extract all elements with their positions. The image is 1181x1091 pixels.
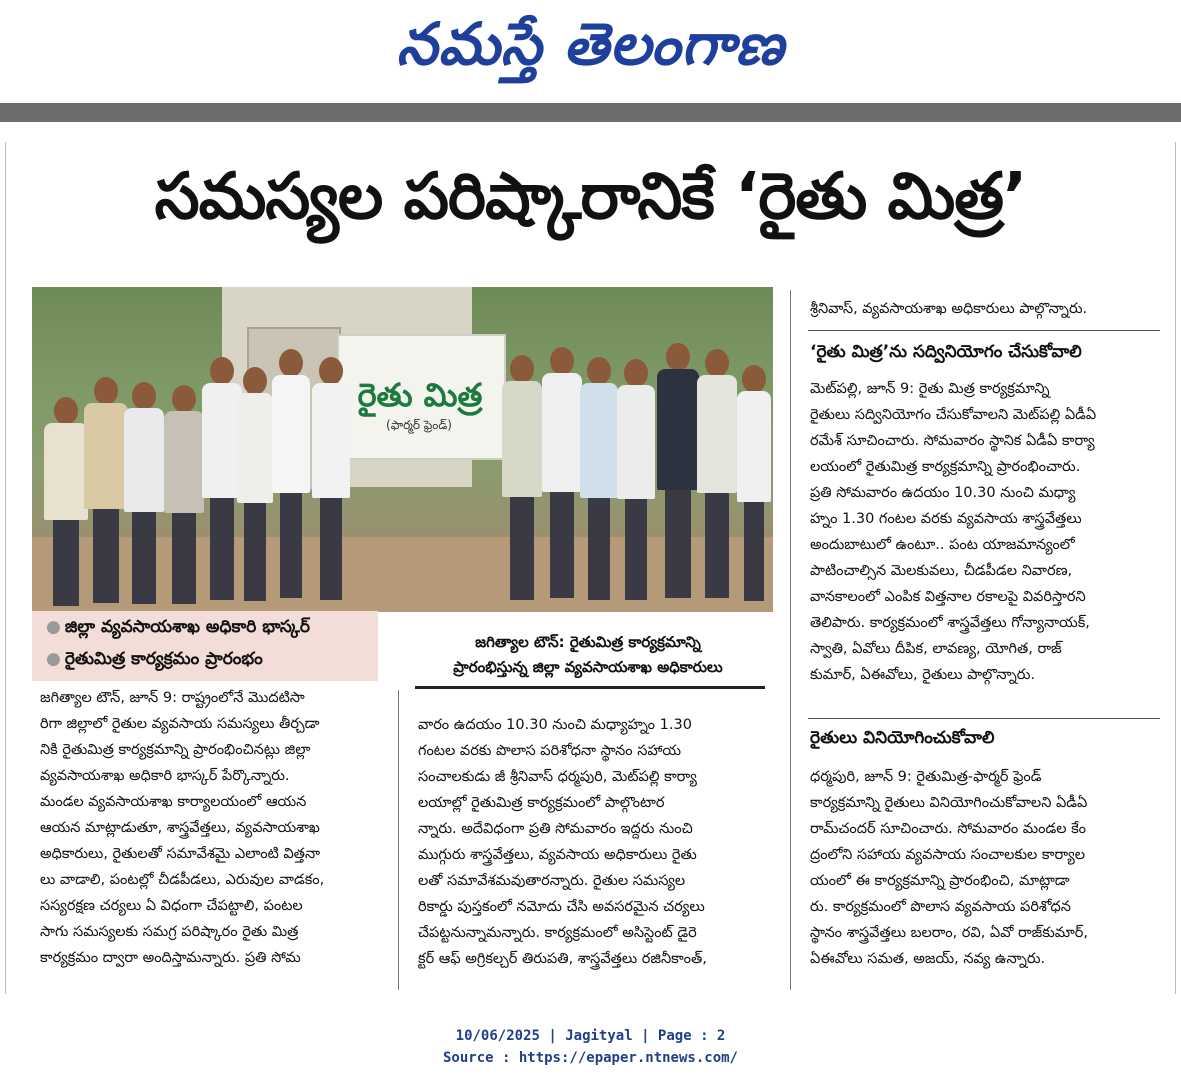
photo-person [542, 347, 582, 612]
photo-person [737, 365, 771, 612]
section-b-text [810, 764, 1160, 972]
text-line: ప్రతి సోమవారం ఉదయం 10.30 నుంచి మధ్యా [810, 485, 1076, 501]
photo-caption-line: జగిత్యాల టౌన్: రైతుమిత్ర కార్యక్రమాన్ని [475, 633, 701, 651]
text-line: ధర్మపురి, జూన్ 9: రైతుమిత్ర-ఫార్మర్ ఫ్రెండ్ [810, 769, 1042, 785]
text-line: యంలో ఈ కార్యక్రమాన్ని ప్రారంభించి, మాట్లాడా [810, 873, 1070, 889]
column-divider [790, 290, 791, 990]
caption-rule [415, 686, 765, 689]
text-line: కార్యక్రమం ద్వారా అందిస్తామన్నారు. ప్రతి సోమ [40, 950, 301, 966]
text-line: హ్నం 1.30 గంటల వరకు వ్యవసాయ శాస్త్రవేత్తలు [810, 511, 1082, 527]
photo-person [202, 357, 242, 612]
text-line: న్నారు. అదేవిధంగా ప్రతి సోమవారం ఇద్దరు నుంచి [418, 821, 693, 837]
text-line: రమేశ్ సూచించారు. సోమవారం స్థానిక ఏడీఏ కార్యా [810, 433, 1095, 449]
text-line: ఆయన మాట్లాడుతూ, శాస్త్రవేత్తలు, వ్యవసాయశాఖ [40, 820, 320, 836]
text-line: గంటల వరకు పొలాస పరిశోధనా స్థానం సహాయ [418, 743, 682, 759]
section-rule [808, 330, 1160, 331]
text-line: లయంలో రైతుమిత్ర కార్యక్రమాన్ని ప్రారంభించారు. [810, 459, 1081, 475]
text-line: కార్యక్రమాన్ని రైతులు వినియోగించుకోవాలని ఏడీఏ [810, 795, 1088, 811]
right-column-lead [810, 296, 1160, 322]
section-a-heading: ‘రైతు మిత్ర’ను సద్వినియోగం చేసుకోవాలి [810, 342, 1082, 362]
text-line: రికార్డు పుస్తకంలో నమోదు చేసి అవసరమైన చర్యలు [418, 899, 705, 915]
text-line: పాటించాల్సిన మెలకువలు, చీడపీడల నివారణ, [810, 563, 1073, 579]
text-line: అధికారులు, రైతులతో సమావేశమై ఎలాంటి విత్తనా [40, 846, 321, 862]
text-line: సాగు సమస్యలకు సమగ్ర పరిష్కారం రైతు మిత్ర [40, 924, 299, 940]
text-line: నికి రైతుమిత్ర కార్యక్రమాన్ని ప్రారంభించినట్లు జిల్లా [40, 742, 311, 758]
text-line: రిగా జిల్లాలో రైతుల వ్యవసాయ సమస్యలు తీర్చడా [40, 716, 320, 732]
highlight-item: ● జిల్లా వ్యవసాయశాఖ అధికారి భాస్కర్ [46, 617, 310, 637]
text-line: రైతులు సద్వినియోగం చేసుకోవాలని మెట్‌పల్లి ఏడీఏ [810, 407, 1097, 423]
text-line: తెలిపారు. కార్యక్రమంలో శాస్త్రవేత్తలు గోన్యానాయక్, [810, 615, 1090, 631]
photo-person [44, 397, 88, 612]
highlight-box [32, 611, 378, 681]
text-line: వానకాలంలో ఎంపిక విత్తనాల రకాలపై వివరిస్తారని [810, 589, 1086, 605]
text-line: ఏఈవోలు సమత, అజయ్, నవ్య ఉన్నారు. [810, 951, 1046, 967]
text-line: లు వాడాలి, పంటల్లో చీడపీడలు, ఎరువుల వాడకం, [40, 872, 325, 888]
text-line: స్వాతి, ఏవోలు దీపిక, లావణ్య, యోగిత, రాజ్ [810, 641, 1062, 657]
bullet-icon: ● [46, 649, 61, 669]
text-line: రామ్‌చందర్ సూచించారు. సోమవారం మండల కేం [810, 821, 1087, 837]
photo-person [697, 349, 737, 612]
photo-banner-title: రైతు మిత్ర [357, 376, 483, 414]
text-line: సస్యరక్షణ చర్యలు ఏ విధంగా చేపట్టాలి, పంటల [40, 898, 303, 914]
masthead-divider-band [0, 103, 1181, 122]
masthead [0, 0, 1181, 100]
section-b-heading: రైతులు వినియోగించుకోవాలి [810, 728, 995, 748]
section-rule [808, 718, 1160, 719]
column-divider [398, 690, 399, 990]
left-column-text [40, 685, 388, 971]
text-line: లయాల్లో రైతుమిత్ర కార్యక్రమంలో పాల్గొంటార [418, 795, 665, 811]
text-line: ముగ్గురు శాస్త్రవేత్తలు, వ్యవసాయ అధికారులు రైతు [418, 847, 697, 863]
text-line: శ్రీనివాస్, వ్యవసాయశాఖ అధికారులు పాల్గొన్నారు. [810, 301, 1088, 317]
photo-banner-subtitle: (ఫార్మర్ ఫ్రెండ్) [386, 418, 452, 432]
highlight-item: ● రైతుమిత్ర కార్యక్రమం ప్రారంభం [46, 649, 263, 669]
text-line: మెట్‌పల్లి, జూన్ 9: రైతు మిత్ర కార్యక్రమాన్ని [810, 381, 1050, 397]
photo-group-of-people [32, 287, 773, 612]
middle-column-text [418, 712, 773, 972]
section-a-text [810, 376, 1160, 688]
text-line: లతో సమావేశమవుతారన్నారు. రైతుల సమస్యల [418, 873, 686, 889]
photo-person [124, 382, 164, 612]
text-line: వారం ఉదయం 10.30 నుంచి మధ్యాహ్నం 1.30 [418, 717, 692, 733]
article-photo [32, 287, 773, 612]
photo-person [657, 343, 699, 612]
footer-source-line: Source : https://epaper.ntnews.com/ [442, 1050, 738, 1066]
photo-person [617, 359, 655, 612]
text-line: కుమార్, ఏఈవోలు, రైతులు పాల్గొన్నారు. [810, 667, 1035, 683]
text-line: చేపట్టనున్నామన్నారు. కార్యక్రమంలో అసిస్టెంట్ డైరె [418, 925, 697, 941]
text-line: రు. కార్యక్రమంలో పొలాస వ్యవసాయ పరిశోధన [810, 899, 1071, 915]
text-line: మండల వ్యవసాయశాఖ కార్యాలయంలో ఆయన [40, 794, 307, 810]
article-headline: సమస్యల పరిష్కారానికే ‘రైతు మిత్ర’ [154, 160, 1027, 234]
newspaper-title: నమస్తే తెలంగాణ [396, 10, 785, 78]
text-line: అందుబాటులో ఉంటూ.. పంట యాజమాన్యంలో [810, 537, 1075, 553]
photo-person [580, 357, 618, 612]
text-line: స్థానం శాస్త్రవేత్తలు బలరాం, రవి, ఏవో రాజ్‌కుమార్, [810, 925, 1088, 941]
photo-person [312, 357, 350, 612]
text-line: ద్రంలోని సహాయ వ్యవసాయ సంచాలకుల కార్యాల [810, 847, 1086, 863]
photo-person [84, 377, 128, 612]
bullet-icon: ● [46, 617, 61, 637]
photo-person [502, 355, 542, 612]
photo-caption-line: ప్రారంభిస్తున్న జిల్లా వ్యవసాయశాఖ అధికారులు [453, 658, 723, 676]
photo-person [164, 385, 204, 612]
text-line: వ్యవసాయశాఖ అధికారి భాస్కర్ పేర్కొన్నారు. [40, 768, 290, 784]
footer-date-line: 10/06/2025 | Jagityal | Page : 2 [455, 1028, 726, 1044]
photo-person [237, 367, 273, 612]
text-line: జగిత్యాల టౌన్, జూన్ 9: రాష్ట్రంలోనే మొదటిసా [40, 690, 305, 706]
photo-person [272, 349, 310, 612]
photo-caption [403, 630, 773, 680]
text-line: క్టర్ ఆఫ్ అగ్రికల్చర్ తిరుపతి, శాస్త్రవేత్తలు రజినీకాంత్, [418, 951, 707, 967]
text-line: సంచాలకుడు జీ శ్రీనివాస్ ధర్మపురి, మెట్‌పల్లి కార్యా [418, 769, 697, 785]
